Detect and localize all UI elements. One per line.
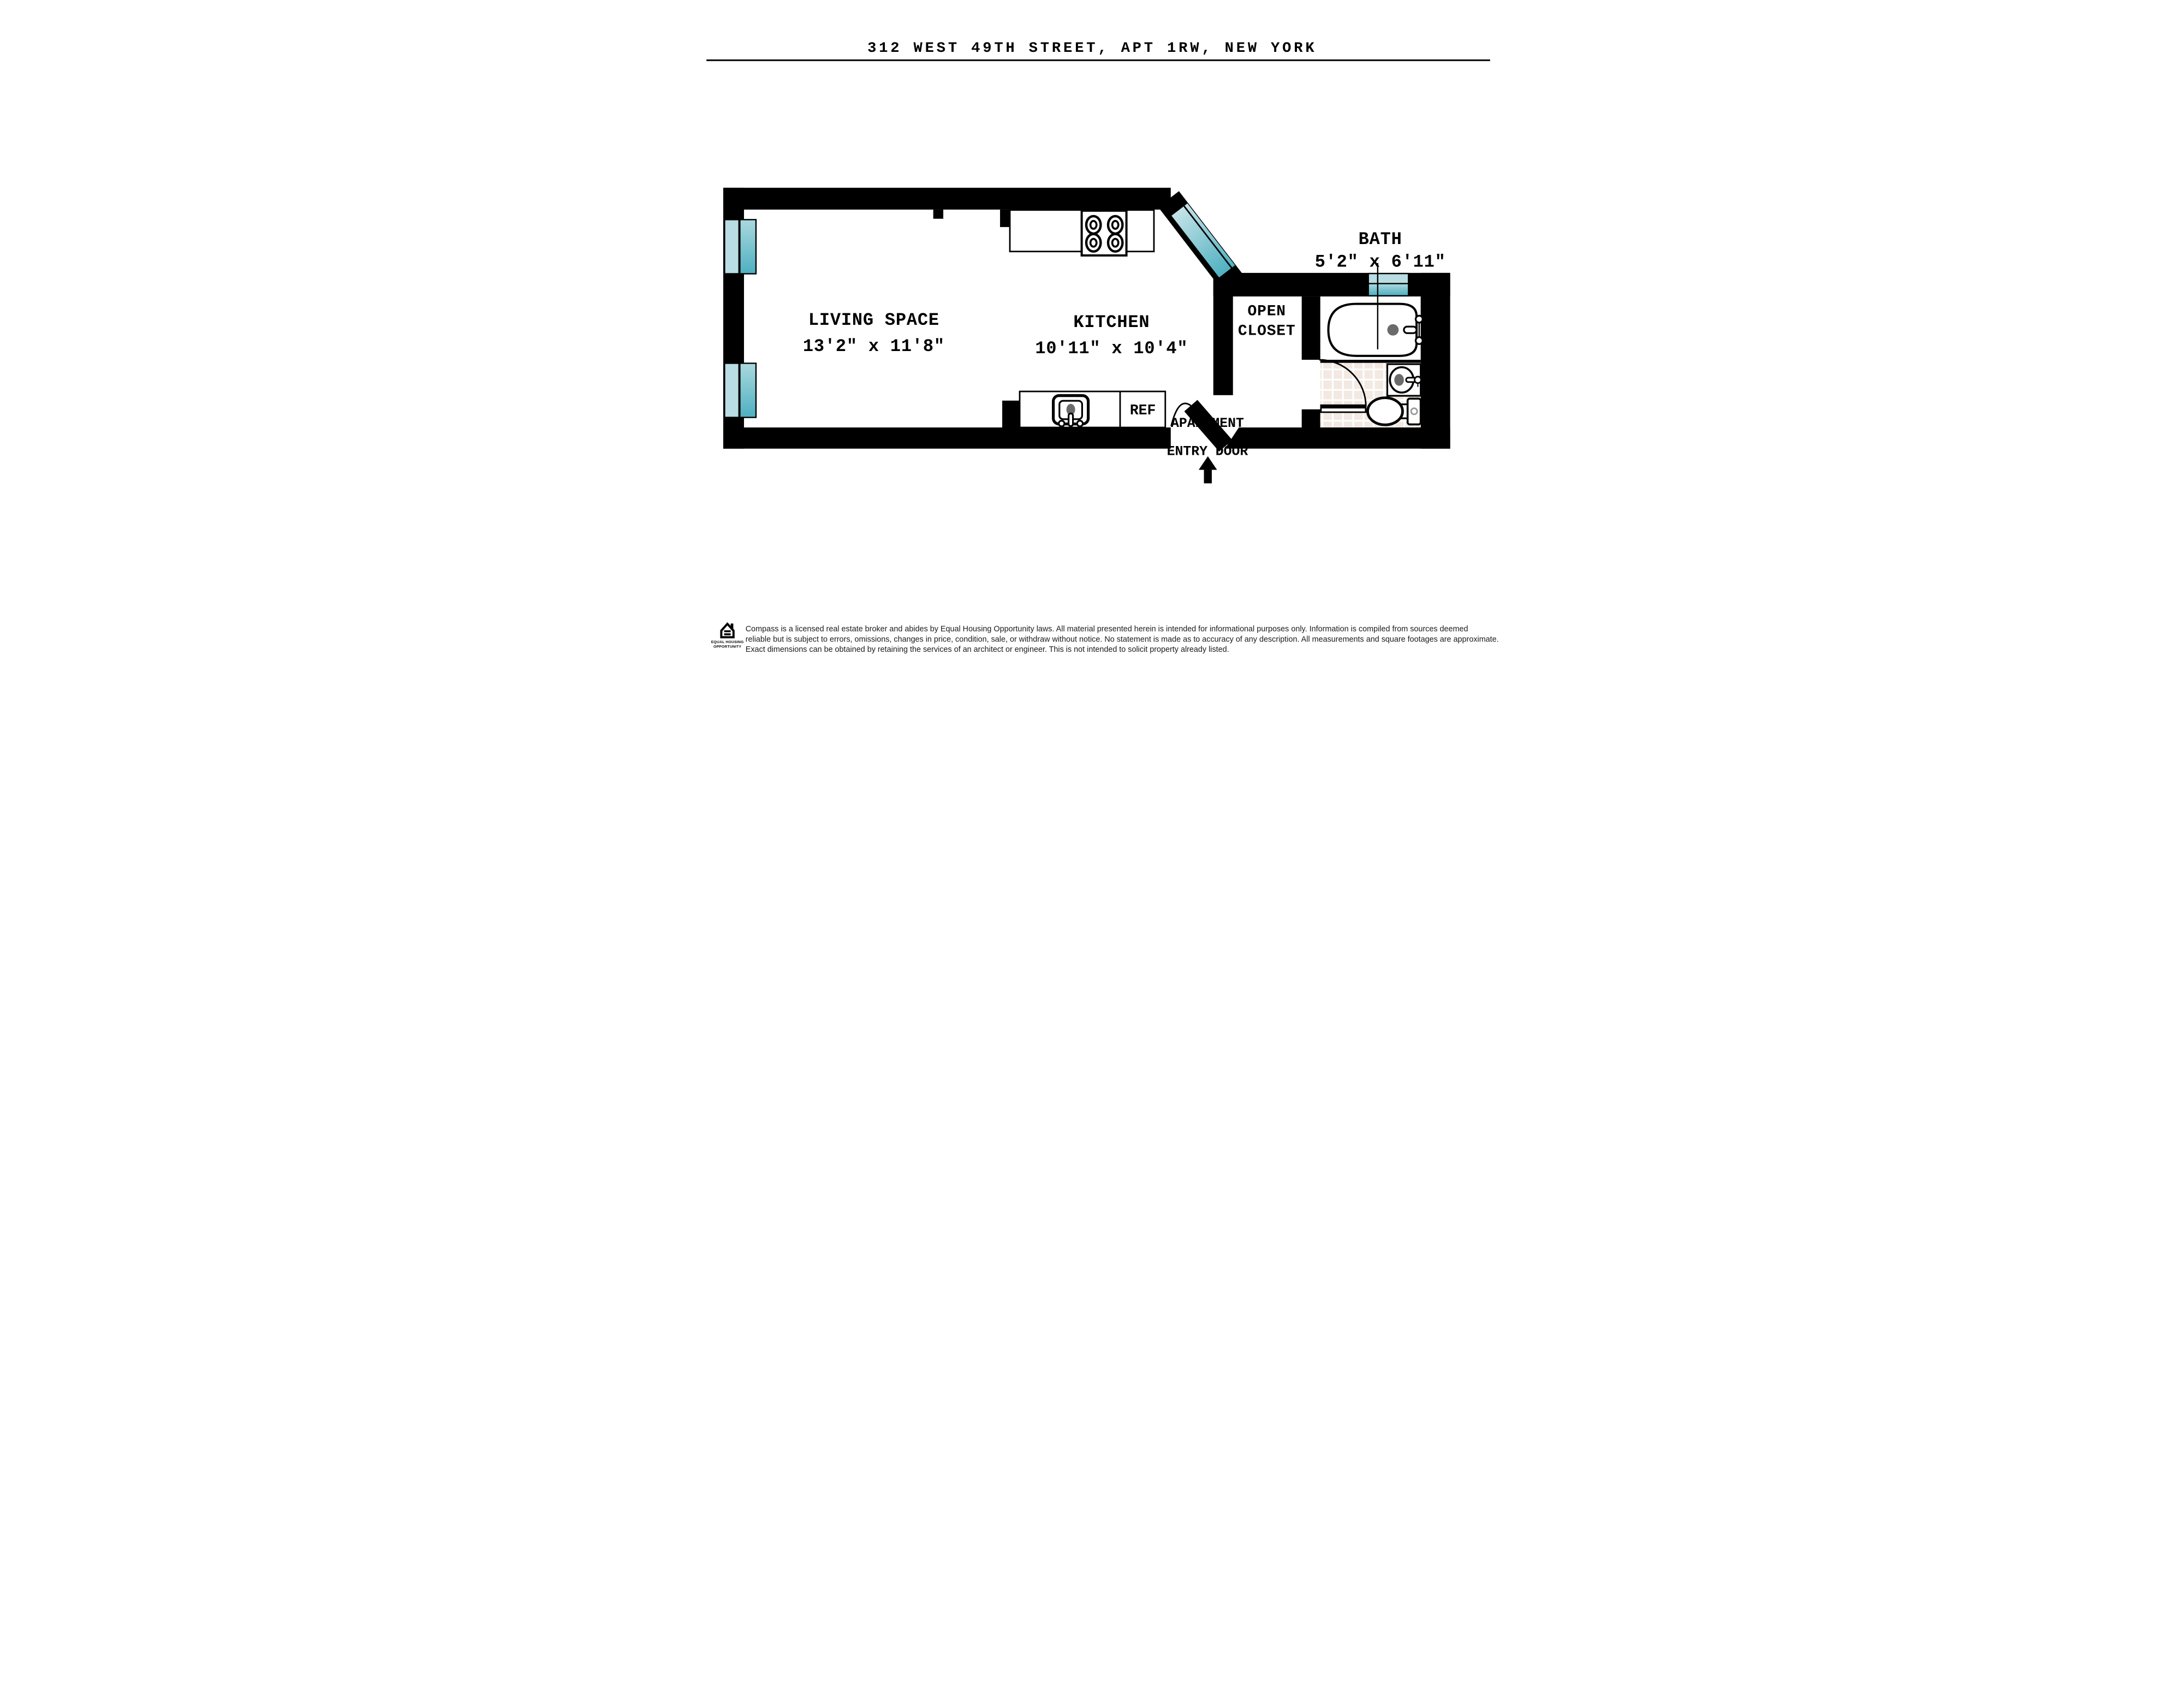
refrigerator-label: REF	[1129, 402, 1156, 419]
entry-arrow-icon	[1198, 456, 1217, 484]
apartment-entry	[1171, 403, 1225, 483]
logo-equal-bar	[724, 633, 730, 635]
header-divider	[706, 60, 1490, 61]
disclaimer-line-1: Compass is a licensed real estate broker and abides by Equal Housing Opportunity laws. All material presented herein is intended for informational purposes only. Information is compiled from sources deemed	[745, 625, 1468, 634]
window-pane-dark	[1368, 284, 1407, 295]
kitchen-dimensions: 10'11" x 10'4"	[1034, 338, 1188, 359]
logo-equal-bar	[724, 631, 730, 633]
wall-right	[1420, 273, 1450, 449]
header	[706, 40, 1490, 61]
disclaimer-line-3: Exact dimensions can be obtained by retaining the services of an architect or engineer. This is not intended to solicit property already listed.	[745, 645, 1229, 655]
living-window-lower	[724, 362, 757, 418]
disclaimer-line-2: reliable but is subject to errors, omissions, changes in price, condition, sale, or withdraw without notice. No statement is made as to accuracy of any description. All measurements and square footages are approximate.	[745, 635, 1499, 644]
bath-dimensions: 5'2" x 6'11"	[1314, 252, 1446, 272]
equal-housing-logo	[711, 622, 743, 649]
faucet-handle	[1077, 421, 1082, 426]
toilet	[1367, 398, 1420, 425]
window-pane-dark	[740, 364, 755, 417]
burner-center	[1090, 221, 1096, 229]
bathroom-vanity	[1387, 364, 1421, 396]
wall-closet-bath-top	[1213, 273, 1450, 296]
window-pane-light	[725, 220, 738, 273]
wall-bottom-left	[723, 427, 1170, 449]
entry-label-line2: ENTRY DOOR	[1167, 444, 1248, 460]
faucet-spout	[1403, 326, 1416, 333]
entry-label-line1: APARTMENT	[1170, 416, 1244, 432]
burner-center	[1090, 239, 1096, 246]
toilet-tank	[1407, 399, 1420, 424]
burner-center	[1112, 239, 1118, 246]
wall-kitchen-bottom-stub	[1002, 401, 1019, 428]
door-leaf-edge	[1320, 405, 1365, 408]
logo-text-line2: OPPORTUNITY	[713, 645, 741, 649]
faucet-handle	[1058, 421, 1064, 426]
open-closet-label-line2: CLOSET	[1237, 323, 1295, 340]
arrow-stem	[1204, 470, 1211, 484]
burner-center	[1112, 221, 1118, 229]
faucet-handle	[1415, 337, 1423, 344]
wall-top	[723, 188, 1170, 210]
kitchen-label: KITCHEN	[1073, 312, 1150, 333]
faucet-handle	[1415, 316, 1423, 323]
living-space-dimensions: 13'2" x 11'8"	[802, 336, 945, 357]
vanity-faucet-ring	[1414, 377, 1421, 383]
wall-kitchen-partition-stub	[1000, 210, 1010, 227]
floorplan-page	[656, 0, 1529, 675]
living-space-label: LIVING SPACE	[808, 310, 939, 331]
wall-top-notch	[933, 210, 943, 219]
footer	[711, 622, 1498, 654]
logo-text-line1: EQUAL HOUSING	[711, 640, 743, 645]
kitchen-sink	[1053, 396, 1088, 426]
toilet-bowl	[1367, 398, 1402, 425]
faucet-stem	[1068, 413, 1073, 426]
tub-drain	[1387, 324, 1399, 336]
vanity-drain	[1394, 374, 1404, 386]
wall-bottom-right	[1224, 427, 1450, 449]
open-closet-label-line1: OPEN	[1247, 303, 1286, 320]
living-window-upper	[724, 219, 757, 275]
page-title: 312 WEST 49TH STREET, APT 1RW, NEW YORK	[867, 40, 1317, 57]
bath-window	[1367, 273, 1409, 296]
floorplan-canvas	[656, 0, 1529, 675]
bath-label: BATH	[1358, 229, 1402, 250]
window-pane-light	[725, 364, 738, 417]
window-pane-light	[1368, 274, 1407, 283]
window-pane-dark	[740, 220, 755, 273]
wall-bath-left	[1301, 296, 1320, 360]
wall-bath-door-stub	[1301, 409, 1320, 428]
